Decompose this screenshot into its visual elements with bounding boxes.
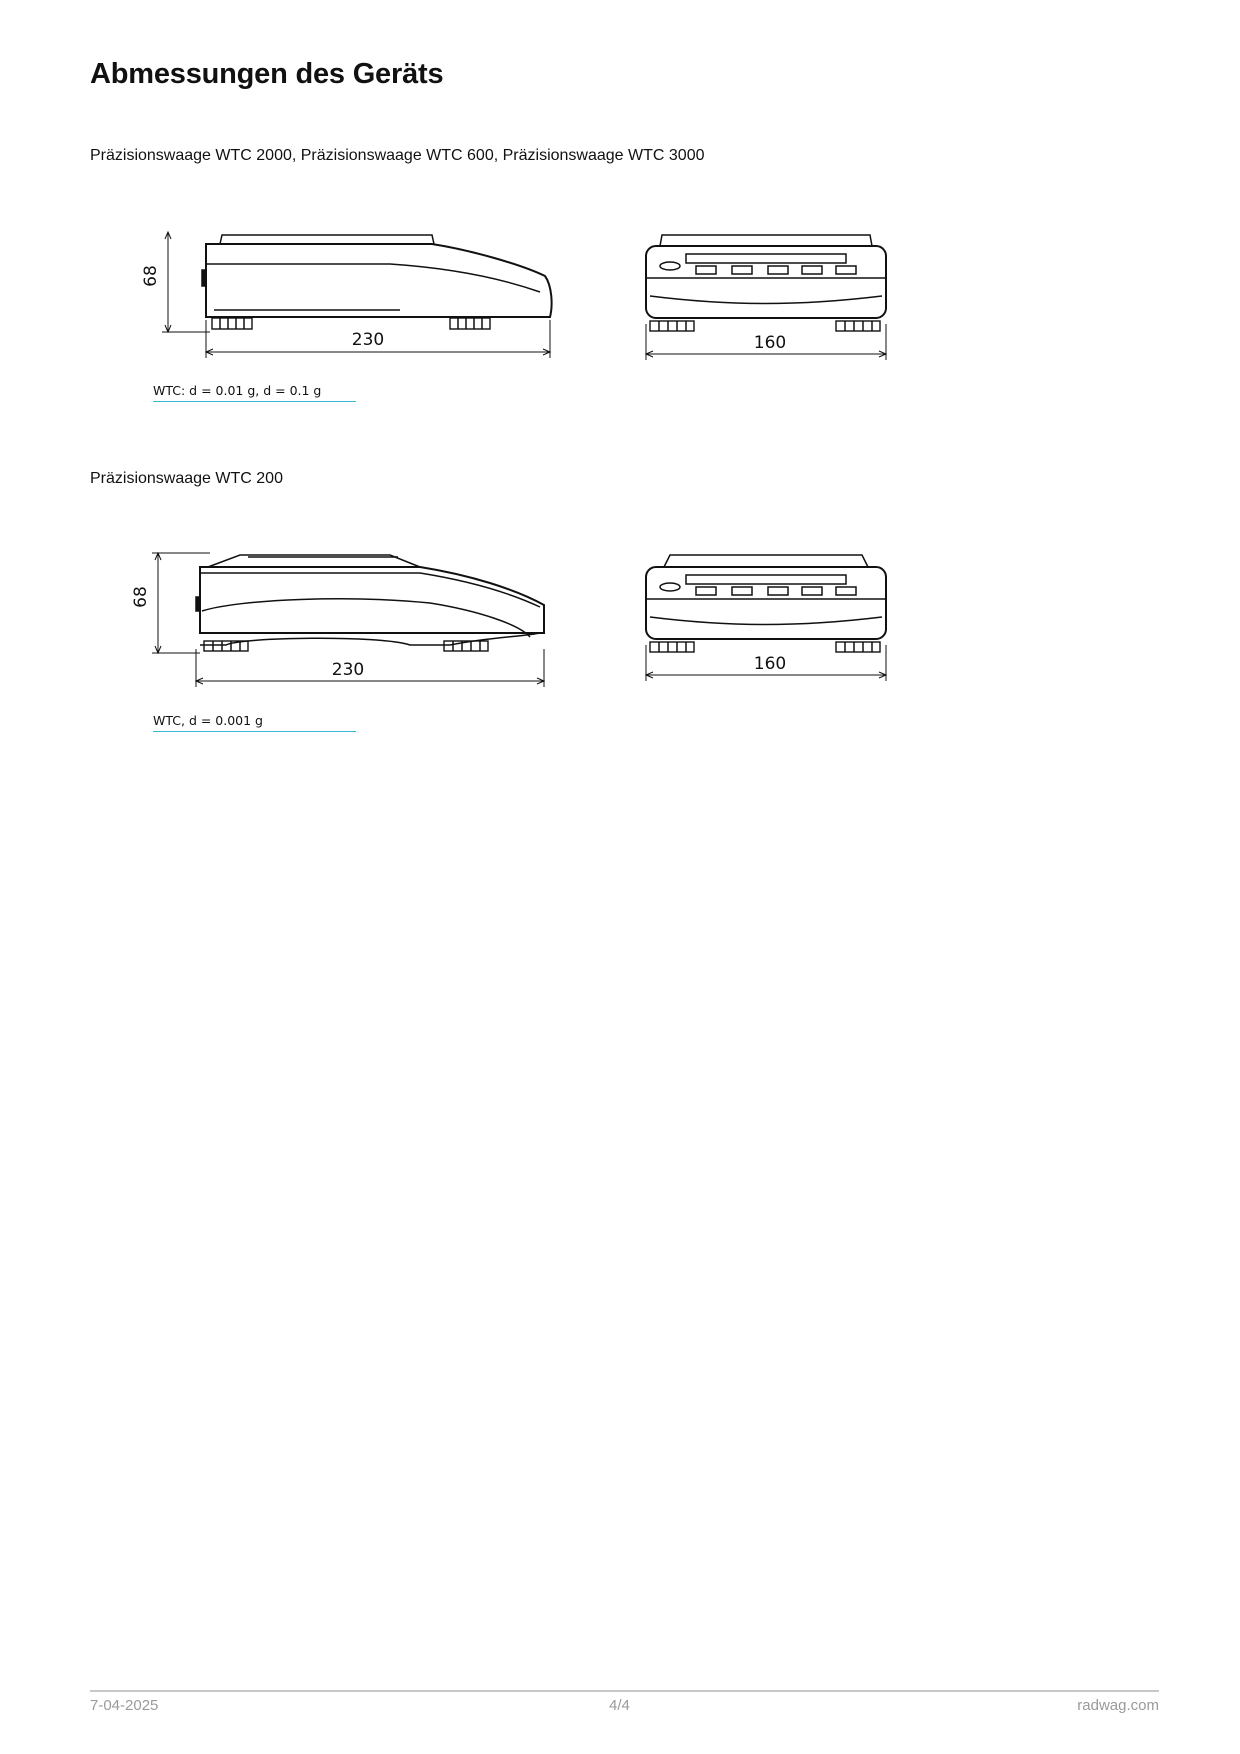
footer-page-number: 4/4 (609, 1697, 630, 1714)
footer-date: 7-04-2025 (90, 1697, 159, 1714)
page-title: Abmessungen des Geräts (90, 58, 444, 90)
length-dimension-label: 230 (331, 660, 365, 680)
side-view-drawing (140, 220, 560, 370)
footer-website-link[interactable]: radwag.com (1077, 1697, 1159, 1714)
side-view-drawing (130, 545, 560, 695)
resolution-caption: WTC: d = 0.01 g, d = 0.1 g (153, 383, 356, 402)
section-heading-wtc-2000-600-3000: Präzisionswaage WTC 2000, Präzisionswaage WTC 600, Präzisionswaage WTC 3000 (90, 147, 705, 164)
resolution-caption: WTC, d = 0.001 g (153, 713, 356, 732)
height-dimension-label: 68 (141, 265, 161, 287)
front-view-drawing (630, 545, 900, 695)
front-view-drawing (630, 220, 900, 370)
height-dimension-label: 68 (131, 586, 151, 608)
section-heading-wtc-200: Präzisionswaage WTC 200 (90, 470, 283, 487)
width-dimension-label: 160 (753, 654, 787, 674)
length-dimension-label: 230 (351, 330, 385, 350)
footer-divider (90, 1690, 1159, 1692)
width-dimension-label: 160 (753, 333, 787, 353)
